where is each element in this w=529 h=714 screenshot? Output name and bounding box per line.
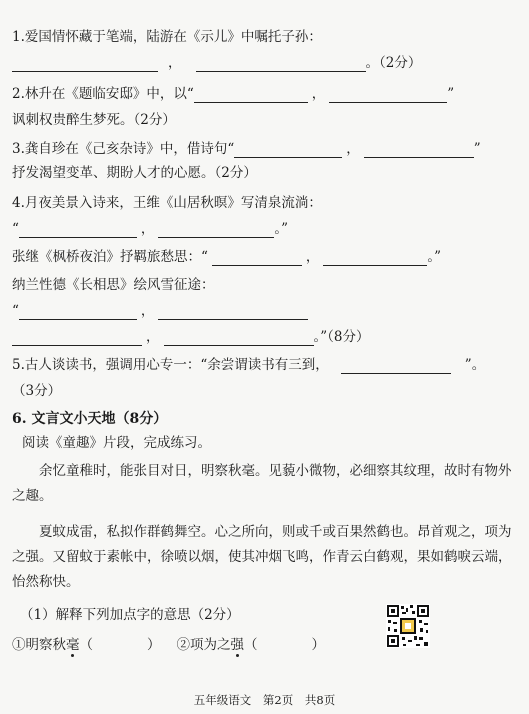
answer-blank[interactable] (364, 143, 474, 158)
answer-blank[interactable] (194, 88, 308, 103)
close-quote: 。” (274, 221, 289, 237)
qr-code-icon (386, 604, 430, 648)
q1-score: 。（2分） (365, 55, 422, 71)
comma: ， (305, 249, 320, 265)
answer-blank[interactable] (323, 251, 427, 266)
page-footer (0, 692, 529, 708)
close-quote: ” (447, 86, 455, 102)
comma: ， (146, 329, 160, 345)
q3-prompt: 3.龚自珍在《己亥杂诗》中，借诗句“ (12, 141, 235, 157)
q4-fengqiao-prompt: 张继《枫桥夜泊》抒羁旅愁思：“ (12, 249, 208, 265)
answer-blank[interactable] (158, 223, 274, 238)
answer-blank[interactable] (12, 57, 158, 72)
answer-blank[interactable] (234, 143, 342, 158)
q2-prompt: 2.林升在《题临安邸》中，以“ (12, 86, 194, 102)
comma: ， (346, 141, 360, 157)
item-a-text: ①明察秋 (12, 637, 66, 653)
q4-row3 (12, 302, 308, 320)
footer-grade: 五年级语文 (193, 693, 252, 707)
answer-blank[interactable] (12, 331, 142, 346)
footer-total-pages: 共8页 (304, 693, 336, 707)
q2-row (12, 85, 454, 103)
item-b-text: ②项为之 (176, 637, 231, 653)
passage-paragraph-2: 夏蚊成雷，私拟作群鹤舞空。心之所向，则或千或百果然鹤也。昂首观之，项为之强。又留蚊于素帐中，徐喷以烟，使其冲烟飞鸣，作青云白鹤观，果如鹤唳云端，怡然称快。 (12, 524, 512, 590)
answer-blank[interactable] (196, 57, 366, 72)
q4-row2 (12, 248, 441, 266)
dotted-char: 强 (230, 637, 244, 653)
comma: ， (168, 55, 182, 71)
sub-question-1-answers (12, 636, 325, 654)
sub-question-1: （1）解释下列加点字的意思（2分） (20, 607, 240, 623)
q4-row1 (12, 220, 288, 238)
dotted-char: 毫 (66, 637, 80, 653)
comma: ， (140, 303, 155, 319)
answer-blank[interactable] (19, 223, 137, 238)
open-quote: “ (12, 303, 19, 319)
q4-score: 。”（8分） (313, 329, 370, 345)
q1-answer-row (12, 54, 421, 72)
q5-prompt: 5.古人谈读书，强调用心专一：“余尝谓读书有三到， (12, 357, 329, 373)
answer-blank[interactable] (19, 305, 137, 320)
answer-blank[interactable] (158, 305, 308, 320)
footer-page-number: 第2页 (262, 693, 294, 707)
close-quote: ”。 (464, 357, 486, 373)
q3-row (12, 140, 481, 158)
close-quote: 。” (427, 249, 442, 265)
answer-blank[interactable] (341, 359, 451, 374)
q5-score: （3分） (12, 383, 62, 399)
q4-prompt: 4.月夜美景入诗来，王维《山居秋暝》写清泉流淌： (12, 195, 322, 211)
open-quote: “ (12, 221, 19, 237)
q1-prompt: 1.爱国情怀藏于笔端，陆游在《示儿》中嘱托子孙： (12, 29, 322, 45)
q4-row4 (12, 328, 370, 346)
q3-line2: 抒发渴望变革、期盼人才的心愿。（2分） (12, 165, 257, 181)
q2-line2: 讽刺权贵醉生梦死。（2分） (12, 112, 176, 128)
comma: ， (311, 86, 326, 102)
answer-blank[interactable] (329, 88, 447, 103)
answer-blank[interactable] (164, 331, 314, 346)
q5-row (12, 356, 485, 374)
passage-paragraph-1: 余忆童稚时，能张目对日，明察秋毫。见藐小微物，必细察其纹理，故时有物外之趣。 (12, 463, 512, 504)
answer-paren[interactable]: （ ） (79, 637, 161, 653)
section-6-instruction: 阅读《童趣》片段，完成练习。 (22, 435, 211, 451)
section-6-heading: 6. 文言文小天地（8分） (12, 411, 168, 427)
answer-blank[interactable] (212, 251, 302, 266)
close-quote: ” (473, 141, 481, 157)
comma: ， (140, 221, 155, 237)
answer-paren[interactable]: （ ） (244, 637, 325, 653)
q4-line3: 纳兰性德《长相思》绘风雪征途： (12, 277, 215, 293)
